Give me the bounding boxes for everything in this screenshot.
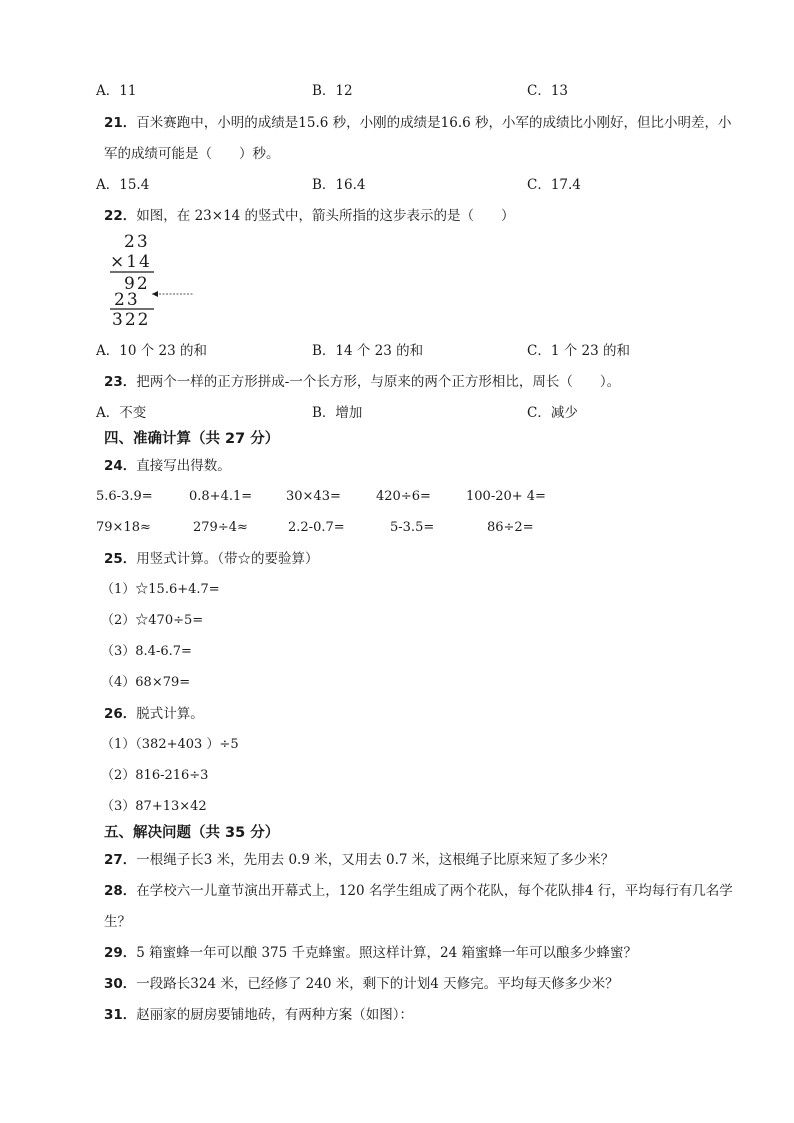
q25-item-4: （4）68×79= (101, 675, 191, 690)
arrow-head-icon (152, 291, 158, 297)
q24-r2-c5: 86÷2= (487, 520, 534, 535)
q26-item-1: （1）（382+403 ）÷5 (101, 737, 239, 752)
q21-line2: 军的成绩可能是（ ）秒。 (104, 146, 280, 162)
q22-option-b: B．14 个 23 的和 (312, 343, 424, 359)
q24-r1-c2: 0.8+4.1= (189, 489, 253, 504)
q23-option-b: B．增加 (312, 405, 363, 421)
q29-line (104, 943, 637, 963)
q31-number: 31． (104, 1007, 137, 1023)
q24-r1-c1: 5.6-3.9= (96, 489, 153, 504)
vertical-multiplication-figure (108, 230, 208, 330)
q26-number: 26． (104, 706, 137, 722)
q28-line2: 生？ (104, 914, 131, 930)
q27-text: 一根绳子长3 米，先用去 0.9 米，又用去 0.7 米，这根绳子比原来短了多少米？ (136, 852, 615, 868)
q22-number: 22． (104, 208, 137, 224)
q28-text: 在学校六一儿童节演出开幕式上，120 名学生组成了两个花队，每个花队排4 行，平均每行有几名学 (136, 883, 733, 899)
q22-option-c: C．1 个 23 的和 (527, 343, 630, 359)
q21-option-a: A．15.4 (96, 177, 150, 193)
q30-text: 一段路长324 米，已经修了 240 米，剩下的计划4 天修完。平均每天修多少米？ (136, 976, 619, 992)
q22-option-a: A．10 个 23 的和 (96, 343, 207, 359)
q24-r2-c4: 5-3.5= (390, 520, 435, 535)
q21-line1 (104, 113, 732, 133)
q24-r2-c2: 279÷4≈ (193, 520, 248, 535)
q23-option-a: A．不变 (96, 405, 147, 421)
q21-option-b: B．16.4 (312, 177, 366, 193)
q28-line1 (104, 881, 733, 901)
q30-line (104, 974, 619, 994)
q20-option-b: B．12 (312, 83, 353, 99)
q29-number: 29． (104, 945, 137, 961)
q27-line (104, 850, 614, 870)
q22-line (104, 206, 515, 226)
q24-r1-c5: 100-20+ 4= (466, 489, 546, 504)
q25-text: 用竖式计算。（带☆的要验算） (136, 551, 319, 567)
q23-option-c: C．减少 (527, 405, 578, 421)
q23-text: 把两个一样的正方形拼成-一个长方形，与原来的两个正方形相比，周长（ ）。 (136, 374, 621, 390)
q26-item-3: （3）87+13×42 (101, 799, 207, 814)
q24-r2-c3: 2.2-0.7= (288, 520, 345, 535)
q26-item-2: （2）816-216÷3 (101, 768, 209, 783)
q23-number: 23． (104, 374, 137, 390)
section-4-heading: 四、准确计算（共 27 分） (104, 431, 280, 447)
vertical-multiplier: ×14 (110, 252, 152, 272)
q28-number: 28． (104, 883, 137, 899)
vertical-partial-1: 92 (124, 274, 150, 294)
q31-text: 赵丽家的厨房要铺地砖，有两种方案（如图）： (136, 1007, 414, 1023)
q26-line (104, 704, 204, 724)
q21-option-c: C．17.4 (527, 177, 581, 193)
q25-item-1: （1）☆15.6+4.7= (101, 582, 220, 597)
q24-r2-c1: 79×18≈ (96, 520, 151, 535)
q25-number: 25． (104, 551, 137, 567)
vertical-multiplicand: 23 (124, 232, 150, 252)
q24-r1-c4: 420÷6= (376, 489, 431, 504)
q25-line (104, 549, 319, 569)
q23-line (104, 372, 620, 392)
q24-line (104, 456, 231, 476)
q21-number: 21． (104, 115, 137, 131)
q20-option-a: A．11 (96, 83, 137, 99)
q27-number: 27． (104, 852, 137, 868)
q22-text: 如图，在 23×14 的竖式中，箭头所指的这步表示的是（ ） (136, 208, 515, 224)
q20-option-c: C．13 (527, 83, 569, 99)
q24-number: 24． (104, 458, 137, 474)
section-5-heading: 五、解决问题（共 35 分） (104, 825, 280, 841)
q24-text: 直接写出得数。 (136, 458, 231, 474)
vertical-result: 322 (112, 310, 151, 330)
q24-r1-c3: 30×43= (286, 489, 341, 504)
q29-text: 5 箱蜜蜂一年可以酿 375 千克蜂蜜。照这样计算，24 箱蜜蜂一年可以酿多少蜂蜜？ (136, 945, 637, 961)
q25-item-2: （2）☆470÷5= (101, 613, 204, 628)
q26-text: 脱式计算。 (136, 706, 204, 722)
vertical-partial-2: 23 (114, 290, 140, 310)
q31-line (104, 1005, 413, 1025)
q21-text: 百米赛跑中，小明的成绩是15.6 秒，小刚的成绩是16.6 秒，小军的成绩比小刚好，但比小明差，小 (136, 115, 732, 131)
q25-item-3: （3）8.4-6.7= (101, 644, 192, 659)
q30-number: 30． (104, 976, 137, 992)
